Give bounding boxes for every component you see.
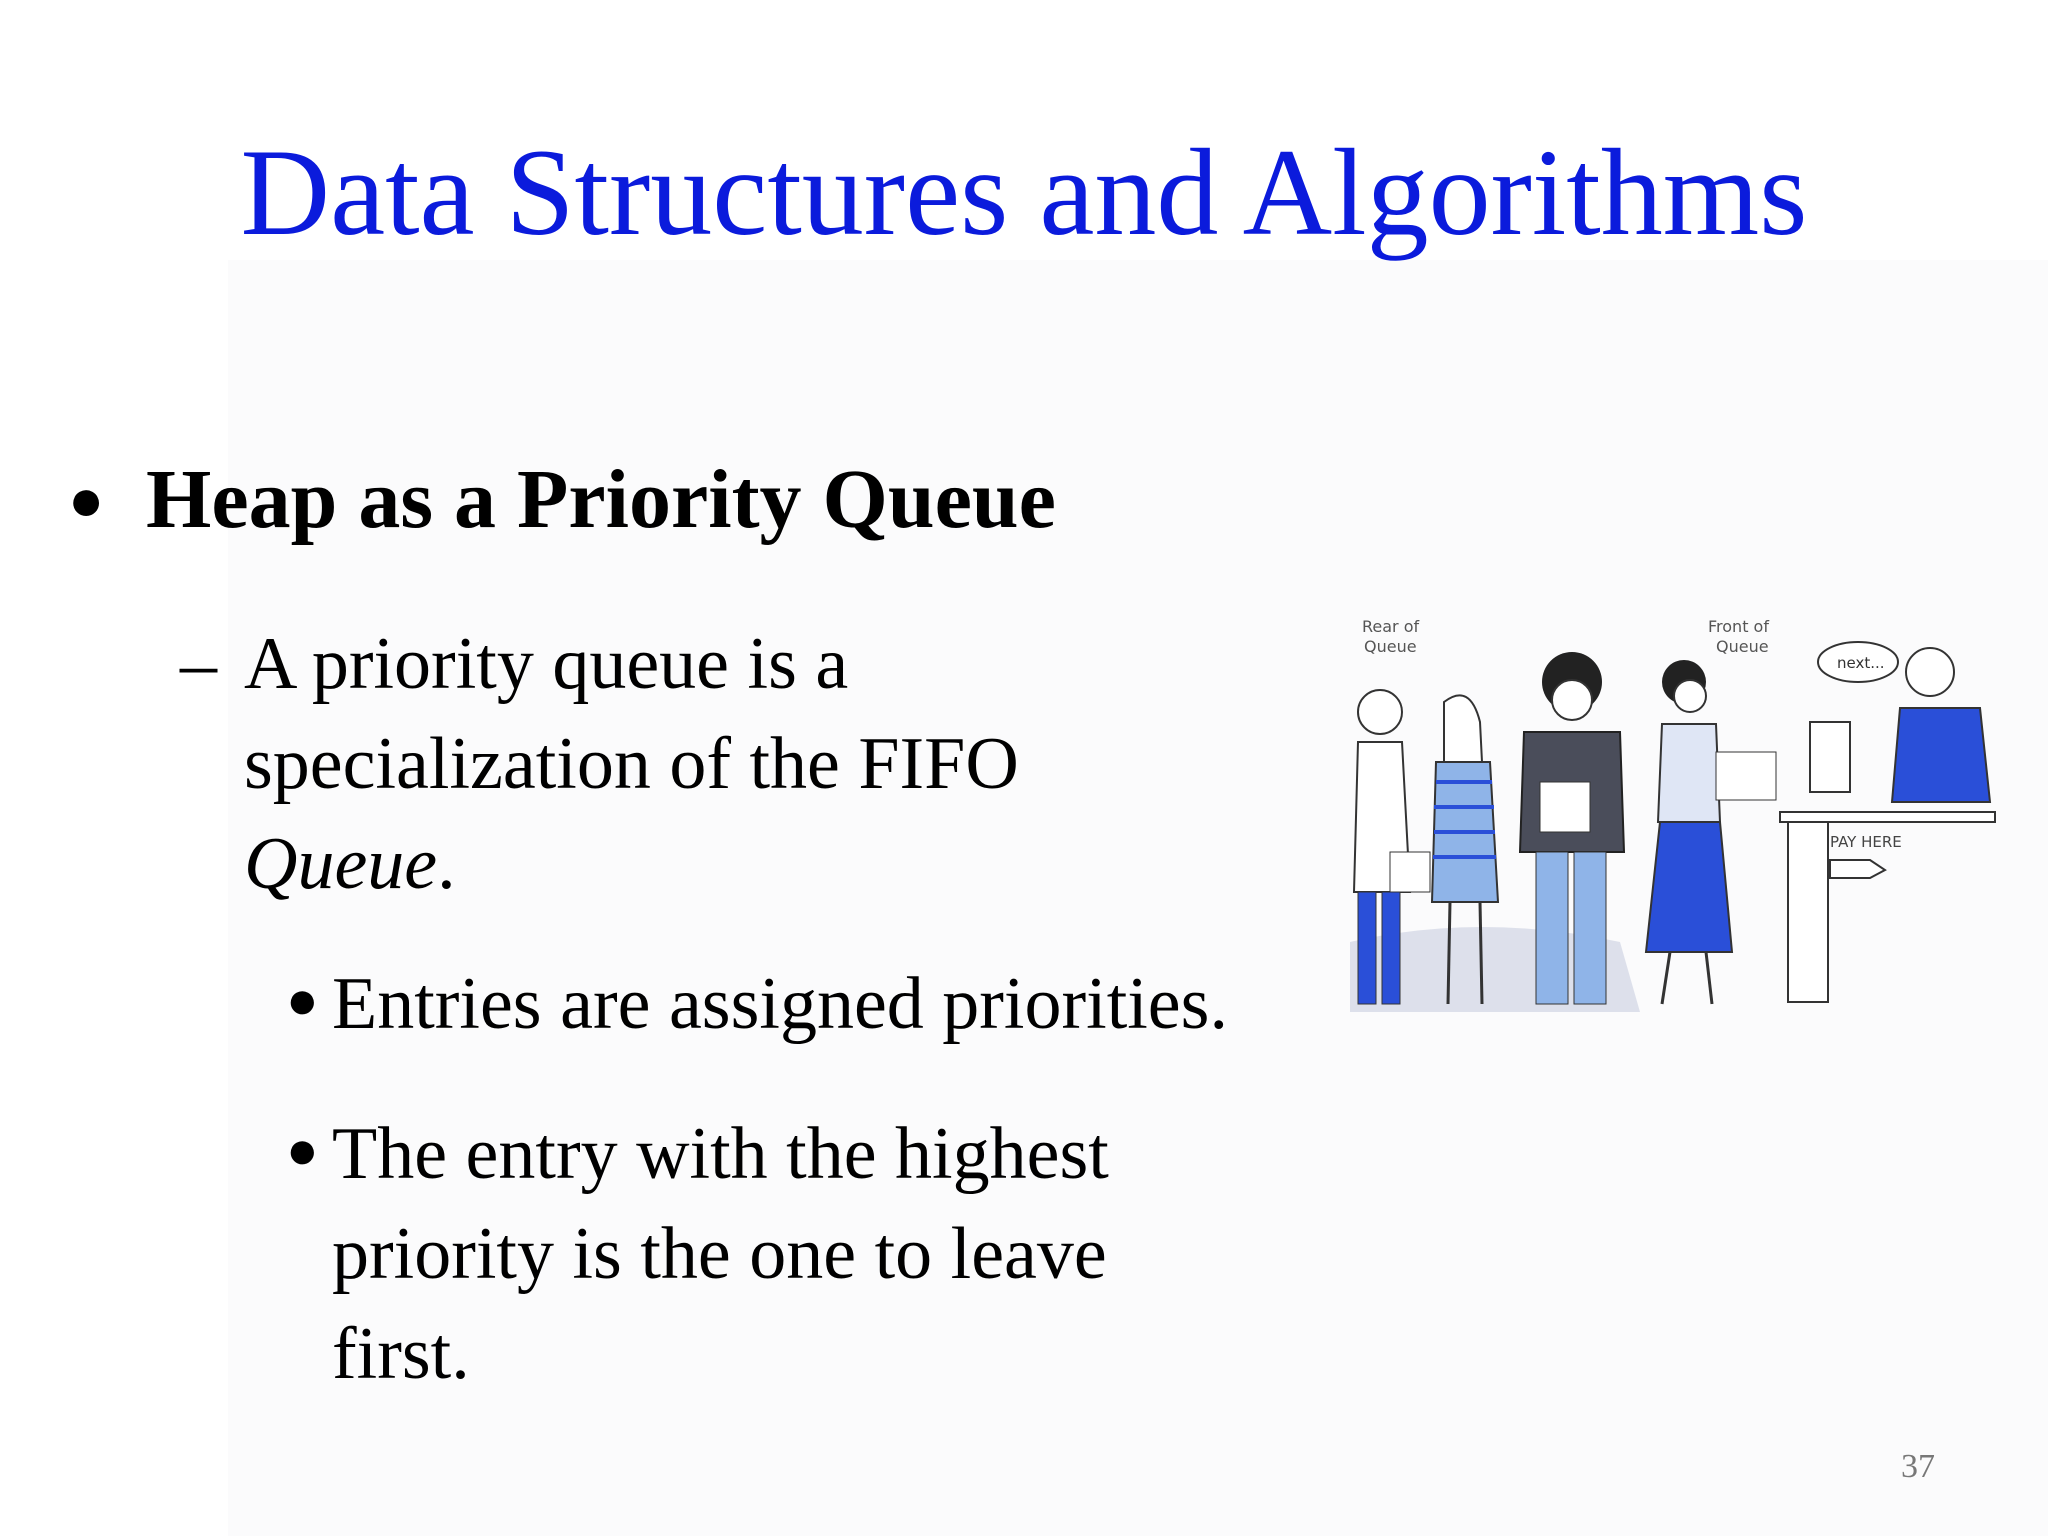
pay-here-sign: PAY HERE bbox=[1830, 833, 1902, 851]
point-highest-text bbox=[332, 1104, 1232, 1404]
slide-title: Data Structures and Algorithms bbox=[240, 124, 1808, 261]
speech-bubble bbox=[1818, 642, 1898, 682]
bullet-dot: ● bbox=[286, 970, 319, 1030]
bullet-dot: ● bbox=[286, 1120, 319, 1180]
person-front bbox=[1646, 660, 1776, 1004]
sub-bullet-italic: Queue bbox=[244, 823, 438, 905]
sub-bullet-body: A priority queue is a specialization of the FIFO bbox=[244, 623, 1019, 805]
dash-marker: – bbox=[180, 623, 217, 705]
page-number: 37 bbox=[1901, 1448, 1935, 1485]
main-bullet-text: Heap as a Priority Queue bbox=[146, 453, 1056, 546]
sub-bullet-text bbox=[244, 614, 1164, 914]
point-entries-text: Entries are assigned priorities. bbox=[332, 963, 1228, 1045]
queue-illustration bbox=[1340, 612, 2000, 1022]
rear-label: Rear of Queue bbox=[1362, 617, 1420, 656]
bullet-dot: ● bbox=[68, 467, 105, 533]
front-label: Front of Queue bbox=[1708, 617, 1769, 656]
sub-bullet-end: . bbox=[437, 823, 456, 905]
svg-text:next...: next... bbox=[1837, 654, 1885, 672]
cashier bbox=[1892, 648, 1990, 802]
point-highest-body: The entry with the highest priority is the one to leave first. bbox=[332, 1113, 1109, 1395]
